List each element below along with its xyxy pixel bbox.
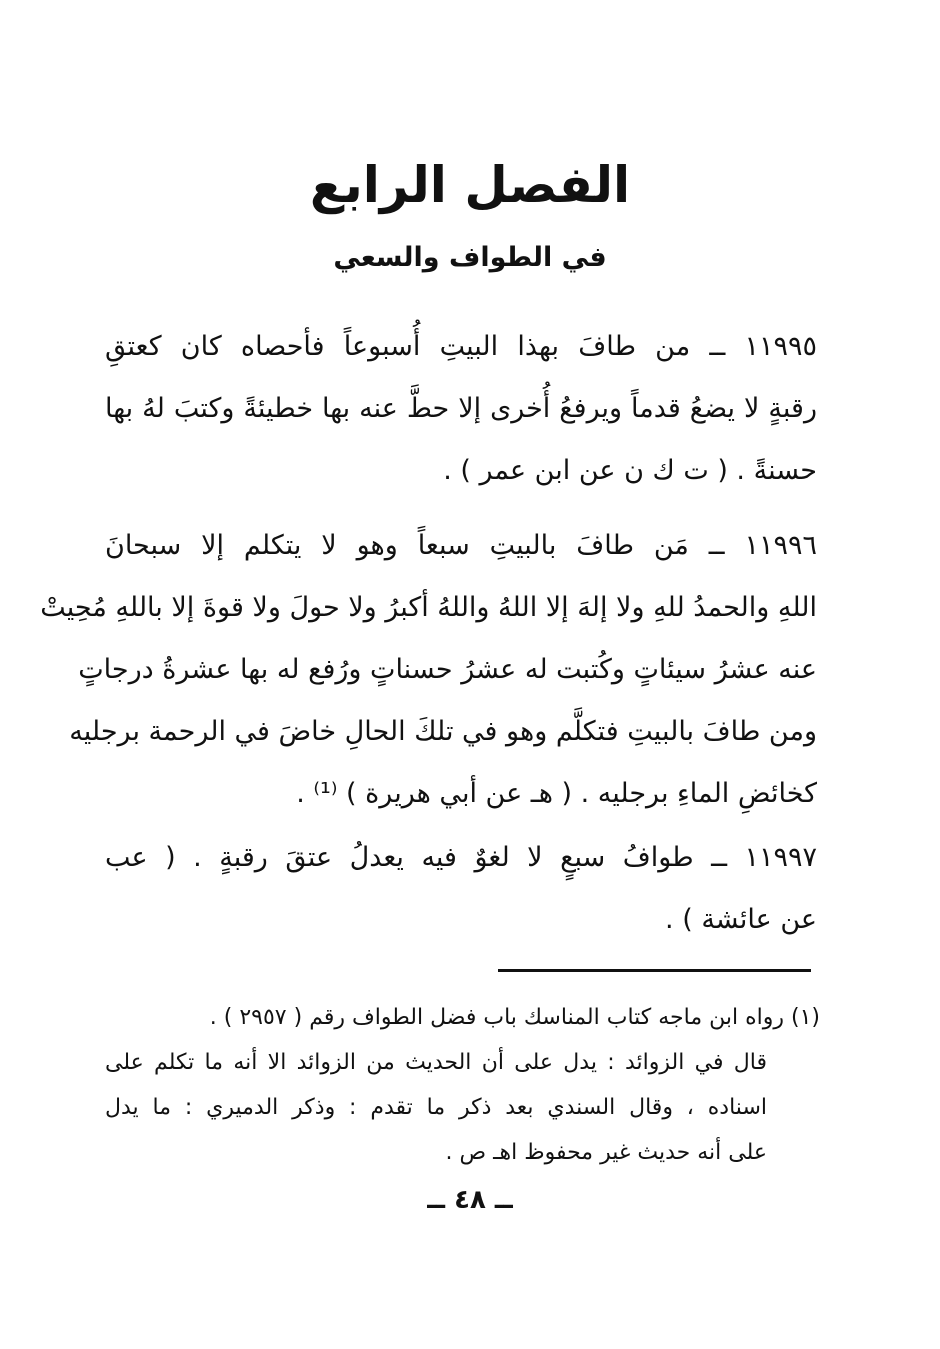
chapter-subtitle: في الطواف والسعي [333, 242, 607, 273]
hadith-line: ١١٩٩٧ ــ طوافُ سبعٍ لا لغوٌ فيه يعدلُ عتقَ رقبةٍ . ( عب [105, 842, 817, 873]
footnote-line: قال في الزوائد : يدل على أن الحديث من الزوائد الا أنه ما تكلم على [105, 1050, 767, 1075]
hadith-line: اللهِ والحمدُ للهِ ولا إلهَ إلا اللهُ واللهُ أكبرُ ولا حولَ ولا قوةَ إلا باللهِ مُحِيتْ [40, 592, 817, 623]
hadith-line: ومن طافَ بالبيتِ فتكلَّم وهو في تلكَ الحالِ خاضَ في الرحمة برجليه [69, 716, 817, 747]
hadith-line: ١١٩٩٥ ــ من طافَ بهذا البيتِ أُسبوعاً فأحصاه كان كعتقِ [105, 331, 817, 362]
chapter-title: الفصل الرابع [309, 156, 631, 214]
hadith-line: كخائضِ الماءِ برجليه . ( هـ عن أبي هريرة ) ⁽¹⁾ . [296, 778, 817, 809]
hadith-line: عنه عشرُ سيئاتٍ وكُتبت له عشرُ حسناتٍ ورُفع له بها عشرةُ درجاتٍ [78, 654, 817, 685]
hadith-line: ١١٩٩٦ ــ مَن طافَ بالبيتِ سبعاً وهو لا يتكلم إلا سبحانَ [105, 530, 817, 561]
hadith-line: عن عائشة ) . [665, 904, 817, 935]
footnote-line: على أنه حديث غير محفوظ اهـ ص . [445, 1140, 767, 1165]
footnote-line: اسناده ، وقال السندي بعد ذكر ما تقدم : وذكر الدميري : ما يدل [105, 1095, 767, 1120]
hadith-11995 [105, 316, 817, 502]
footnote-line: (١) رواه ابن ماجه كتاب المناسك باب فضل الطواف رقم ( ٢٩٥٧ ) . [209, 1005, 820, 1030]
hadith-line: حسنةً . ( ت ك ن عن ابن عمر ) . [443, 455, 817, 486]
footnote [105, 995, 820, 1175]
page-number: ــ ٤٨ ــ [427, 1185, 513, 1215]
footnote-separator [498, 969, 811, 972]
hadith-line: رقبةٍ لا يضعُ قدماً ويرفعُ أُخرى إلا حطَّ عنه بها خطيئةً وكتبَ لهُ بها [105, 393, 817, 424]
hadith-11996 [40, 515, 817, 825]
hadith-11997 [105, 827, 817, 951]
